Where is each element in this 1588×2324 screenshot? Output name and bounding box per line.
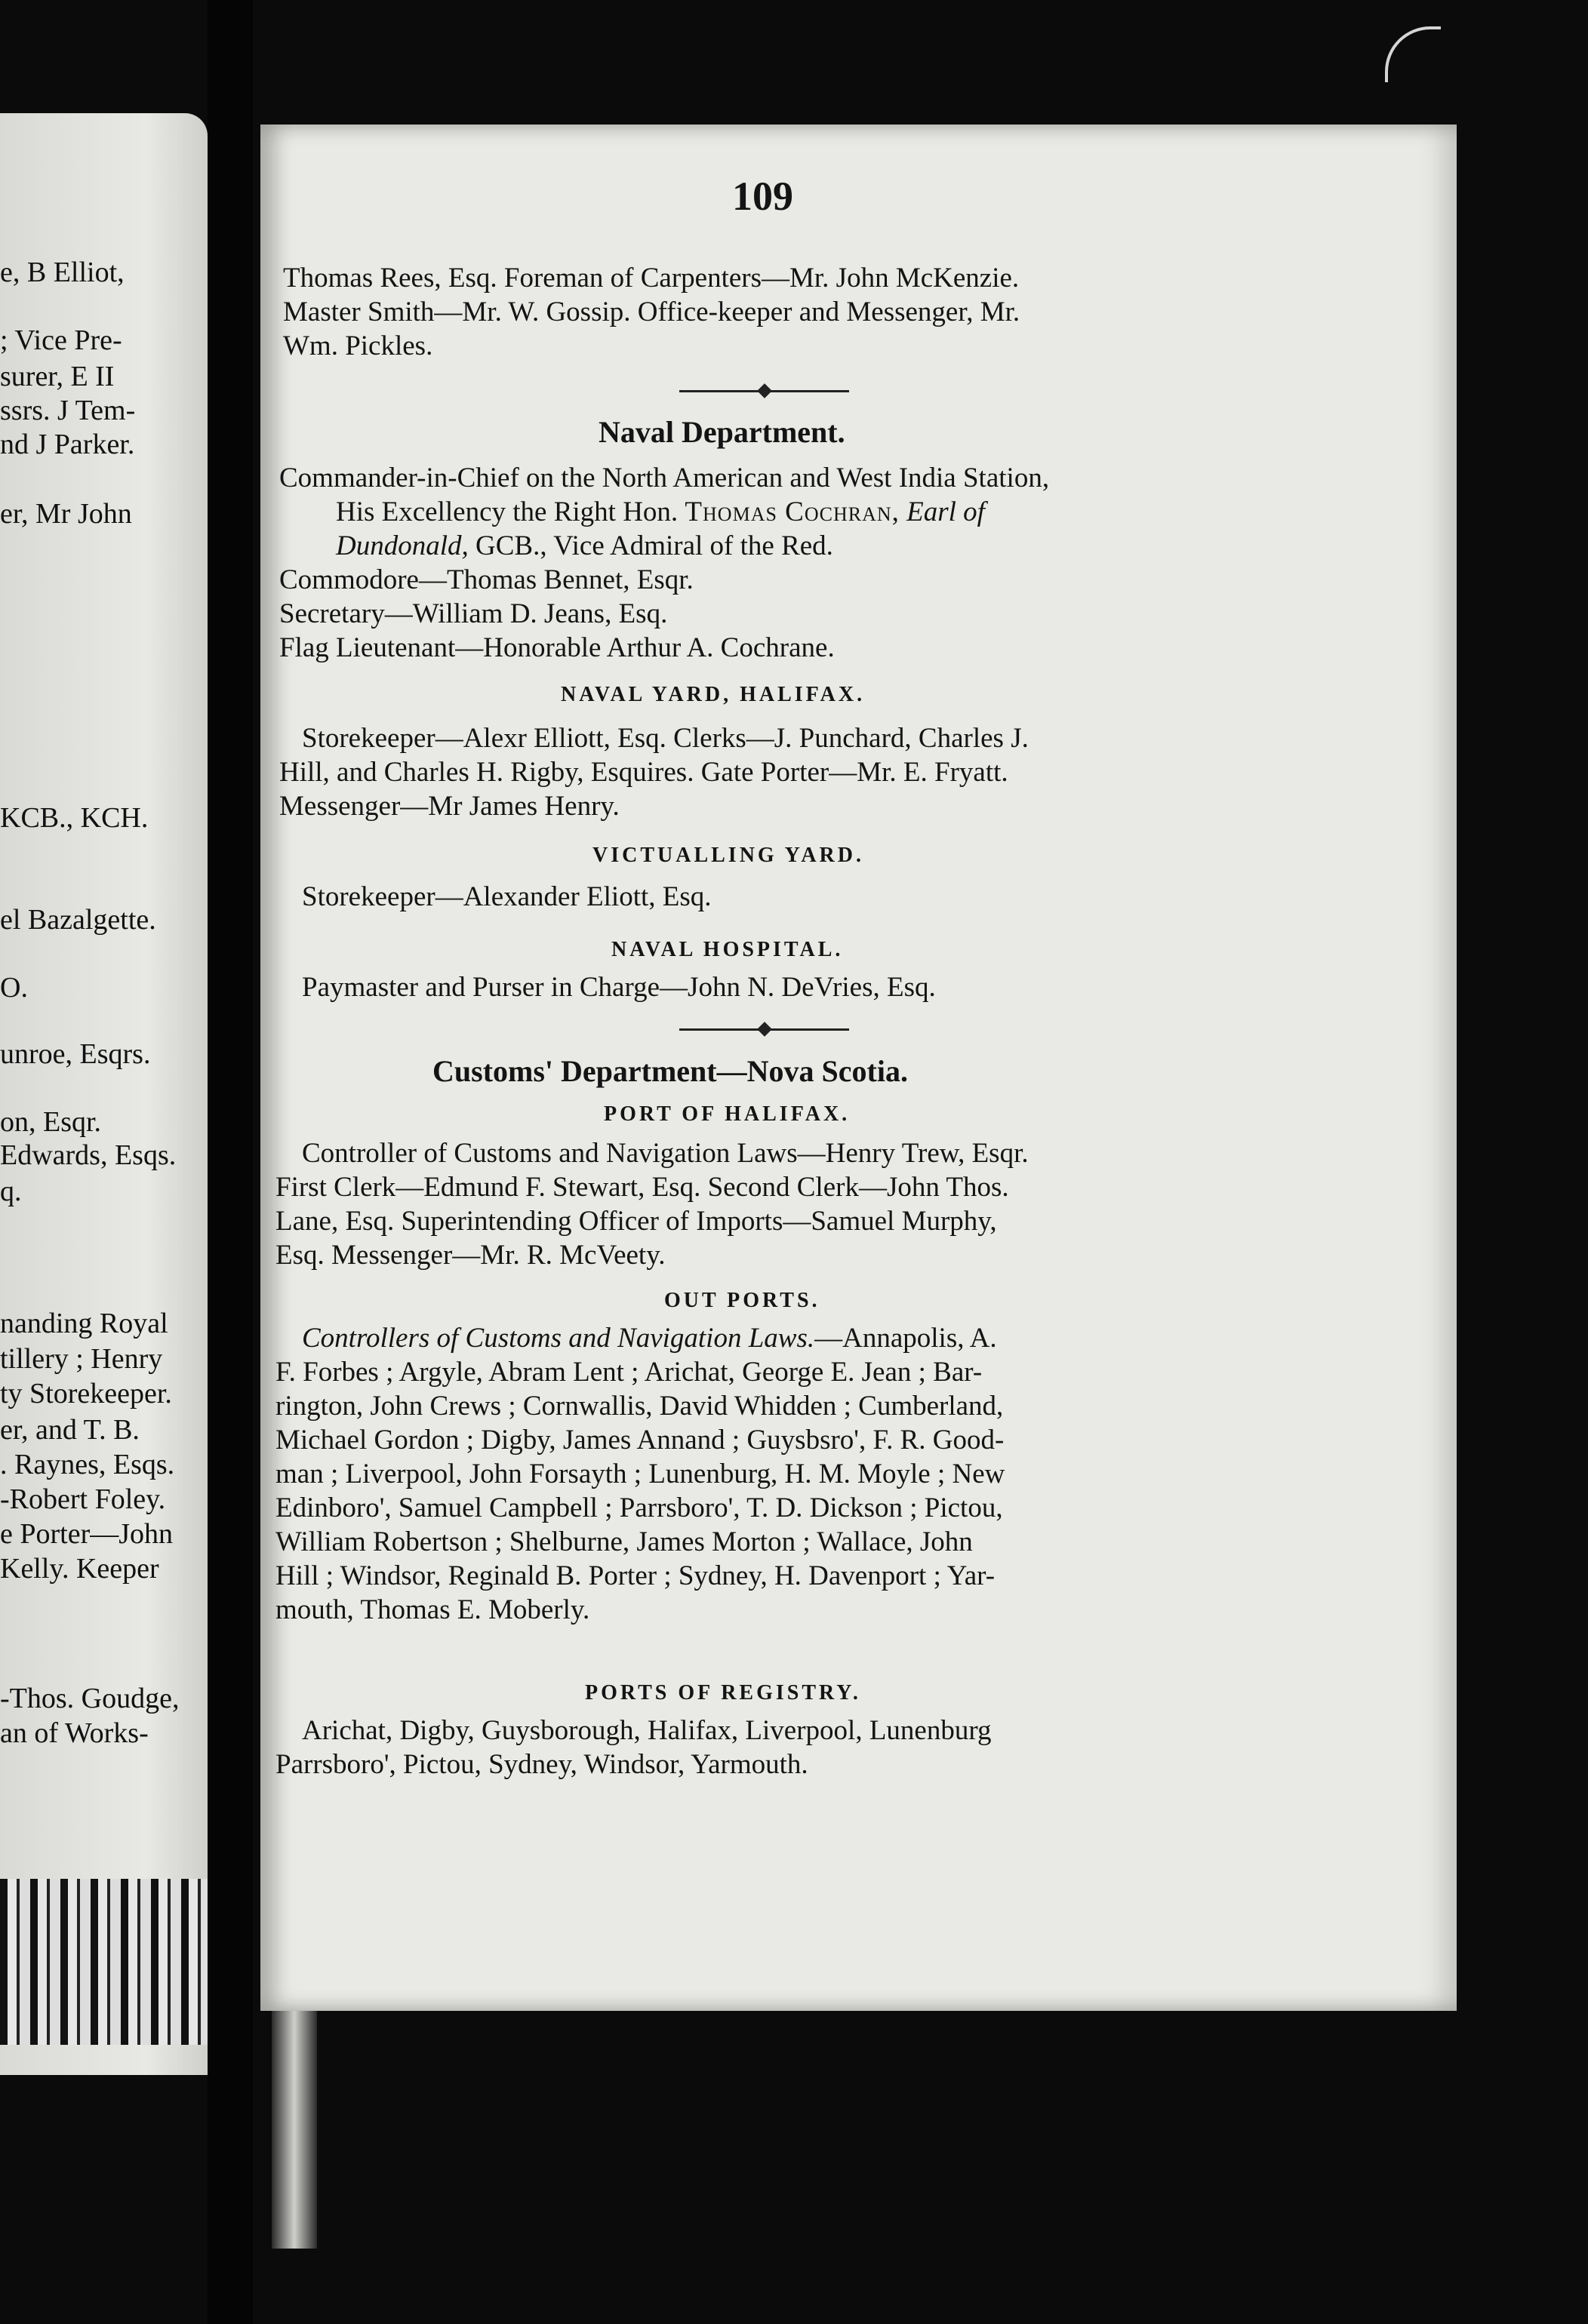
- left-line: surer, E II: [0, 361, 115, 392]
- intro-line: Master Smith—Mr. W. Gossip. Office-keeper and Messenger, Mr.: [283, 297, 1020, 327]
- left-line: Kelly. Keeper: [0, 1553, 159, 1585]
- port-line: Esq. Messenger—Mr. R. McVeety.: [275, 1240, 666, 1271]
- out-ports-line: rington, John Crews ; Cornwallis, David Whidden ; Cumberland,: [275, 1391, 1004, 1422]
- left-line: -Thos. Goudge,: [0, 1683, 180, 1714]
- port-line: Lane, Esq. Superintending Officer of Imports—Samuel Murphy,: [275, 1206, 997, 1237]
- left-line: nd J Parker.: [0, 429, 135, 460]
- naval-yard-heading: NAVAL YARD, HALIFAX.: [561, 683, 866, 706]
- out-ports-line: man ; Liverpool, John Forsayth ; Lunenburg, H. M. Moyle ; New: [275, 1459, 1005, 1489]
- out-ports-line: Edinboro', Samuel Campbell ; Parrsboro', T. D. Dickson ; Pictou,: [275, 1492, 1003, 1523]
- left-line: e, B Elliot,: [0, 257, 125, 288]
- hospital-line: Paymaster and Purser in Charge—John N. DeVries, Esq.: [302, 972, 936, 1003]
- page-edges: [0, 1879, 208, 2045]
- cic-line: [336, 532, 833, 560]
- port-line: First Clerk—Edmund F. Stewart, Esq. Second Clerk—John Thos.: [275, 1172, 1009, 1203]
- page-number: 109: [732, 174, 793, 219]
- flag-lieutenant-line: Flag Lieutenant—Honorable Arthur A. Cochrane.: [279, 632, 835, 663]
- out-ports-line: William Robertson ; Shelburne, James Morton ; Wallace, John: [275, 1526, 973, 1557]
- left-line: O.: [0, 972, 28, 1004]
- registry-line: Arichat, Digby, Guysborough, Halifax, Liverpool, Lunenburg: [302, 1715, 992, 1746]
- left-line: Edwards, Esqs.: [0, 1139, 177, 1171]
- left-line: unroe, Esqrs.: [0, 1038, 151, 1070]
- left-line: er, and T. B.: [0, 1414, 140, 1446]
- commodore-line: Commodore—Thomas Bennet, Esqr.: [279, 564, 694, 595]
- cic-line: [336, 498, 985, 526]
- cic-text: GCB., Vice Admiral of the Red.: [468, 530, 833, 561]
- out-ports-line: [302, 1324, 997, 1352]
- left-line: nanding Royal: [0, 1308, 168, 1339]
- out-ports-italic: Controllers of Customs and Navigation Laws.: [302, 1323, 815, 1354]
- registry-heading: PORTS OF REGISTRY.: [585, 1681, 861, 1705]
- left-line: on, Esqr.: [0, 1106, 102, 1138]
- left-line: ty Storekeeper.: [0, 1378, 172, 1409]
- secretary-line: Secretary—William D. Jeans, Esq.: [279, 598, 668, 629]
- left-line: q.: [0, 1176, 22, 1207]
- out-ports-line: F. Forbes ; Argyle, Abram Lent ; Arichat, George E. Jean ; Bar-: [275, 1357, 983, 1388]
- customs-heading: Customs' Department—Nova Scotia.: [432, 1054, 908, 1088]
- victualling-heading: VICTUALLING YARD.: [592, 844, 864, 867]
- left-line: . Raynes, Esqs.: [0, 1449, 175, 1480]
- naval-heading: Naval Department.: [599, 415, 845, 449]
- book-page: [260, 124, 1457, 2011]
- left-line: e Porter—John: [0, 1518, 174, 1550]
- section-divider: [679, 1028, 849, 1031]
- cic-line: Commander-in-Chief on the North American and West India Station,: [279, 463, 1050, 493]
- left-line: el Bazalgette.: [0, 904, 156, 936]
- out-ports-text: —Annapolis, A.: [814, 1323, 997, 1354]
- naval-yard-line: Hill, and Charles H. Rigby, Esquires. Gate Porter—Mr. E. Fryatt.: [279, 757, 1008, 788]
- left-line: -Robert Foley.: [0, 1483, 166, 1515]
- left-line: ; Vice Pre-: [0, 324, 122, 356]
- registry-line: Parrsboro', Pictou, Sydney, Windsor, Yarmouth.: [275, 1749, 808, 1780]
- naval-yard-line: Messenger—Mr James Henry.: [279, 791, 620, 822]
- naval-yard-line: Storekeeper—Alexr Elliott, Esq. Clerks—J. Punchard, Charles J.: [302, 723, 1029, 754]
- cic-title: Earl of: [899, 496, 985, 527]
- left-facing-page: [0, 113, 208, 2075]
- cic-name: Thomas Cochran,: [685, 496, 900, 527]
- out-ports-line: Michael Gordon ; Digby, James Annand ; Guysbsro', F. R. Good-: [275, 1425, 1005, 1456]
- victualling-line: Storekeeper—Alexander Eliott, Esq.: [302, 881, 712, 912]
- left-line: an of Works-: [0, 1717, 149, 1749]
- left-line: ssrs. J Tem-: [0, 395, 136, 426]
- out-ports-line: Hill ; Windsor, Reginald B. Porter ; Sydney, H. Davenport ; Yar-: [275, 1560, 996, 1591]
- corner-mark: [1385, 26, 1441, 82]
- out-ports-line: mouth, Thomas E. Moberly.: [275, 1594, 590, 1625]
- cic-text: His Excellency the Right Hon.: [336, 496, 685, 527]
- intro-line: Wm. Pickles.: [283, 330, 433, 361]
- port-halifax-heading: PORT OF HALIFAX.: [604, 1102, 851, 1126]
- section-divider: [679, 390, 849, 392]
- intro-line: Thomas Rees, Esq. Foreman of Carpenters—Mr. John McKenzie.: [283, 263, 1020, 294]
- left-line: KCB., KCH.: [0, 802, 149, 834]
- hospital-heading: NAVAL HOSPITAL.: [611, 938, 844, 961]
- out-ports-heading: OUT PORTS.: [664, 1289, 820, 1312]
- left-line: tillery ; Henry: [0, 1343, 163, 1375]
- cic-italic: Dundonald,: [336, 530, 469, 561]
- port-line: Controller of Customs and Navigation Laws—Henry Trew, Esqr.: [302, 1138, 1029, 1169]
- left-line: er, Mr John: [0, 498, 132, 530]
- book-gutter: [208, 0, 253, 2324]
